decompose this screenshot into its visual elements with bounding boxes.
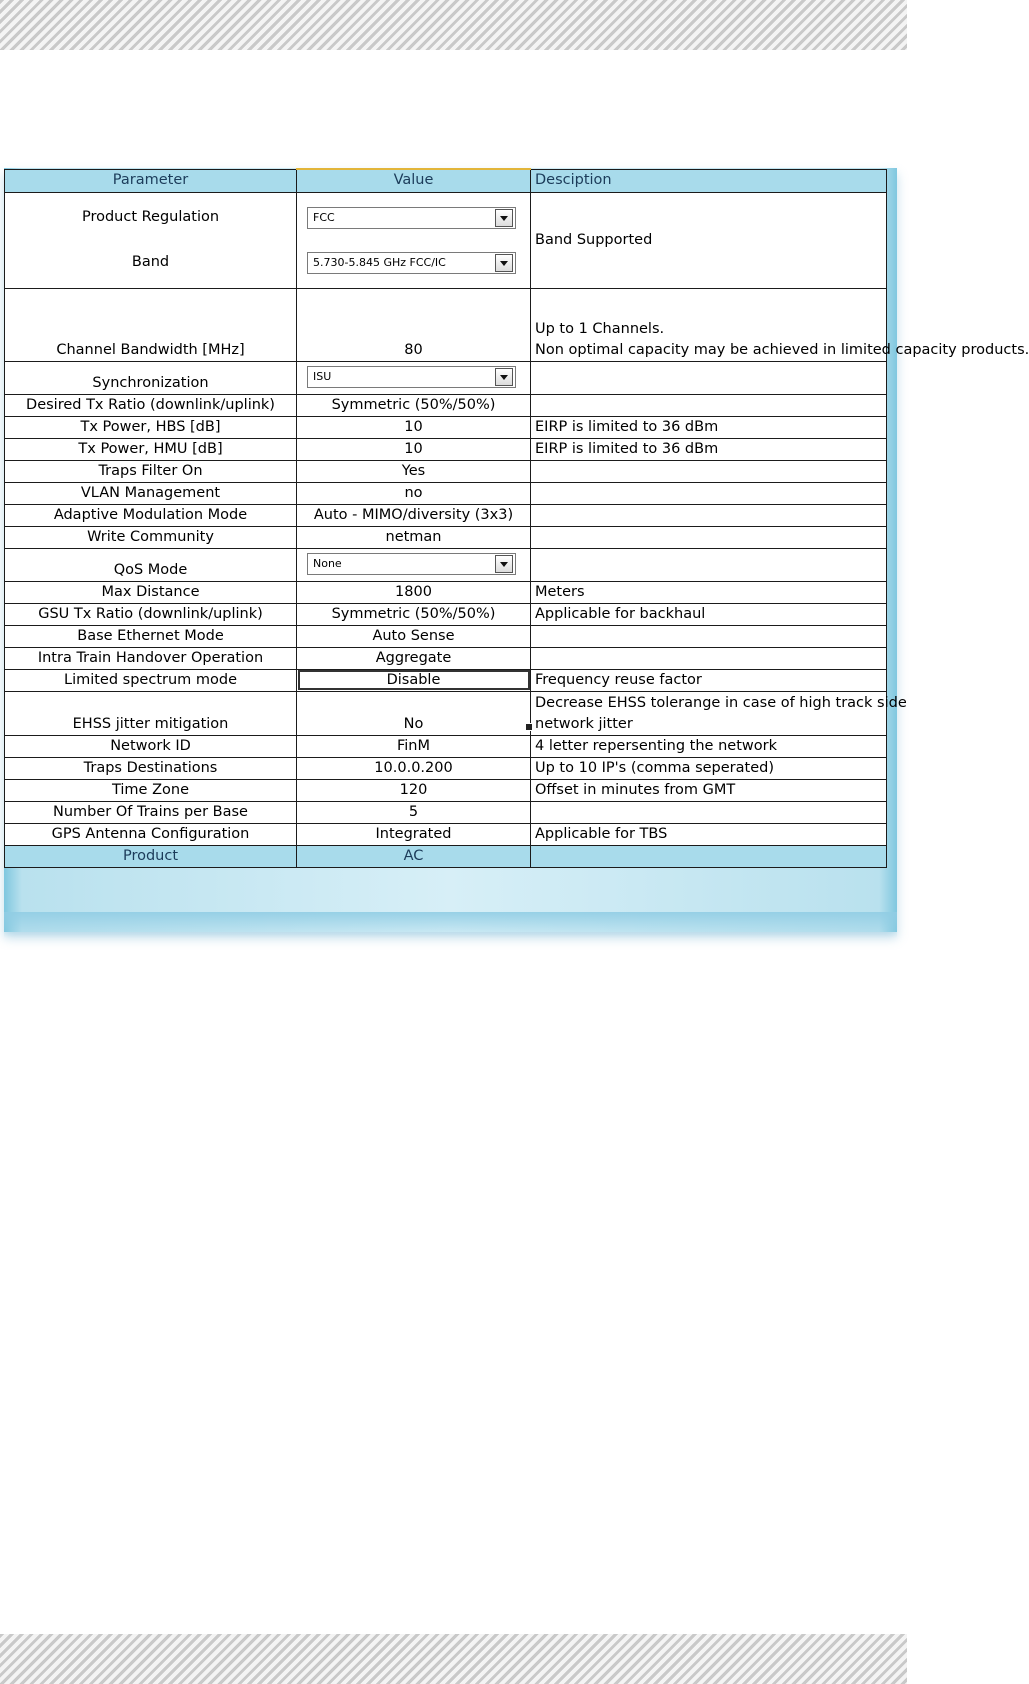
row-description: Applicable for backhaul — [531, 603, 887, 625]
chevron-down-icon[interactable] — [495, 368, 513, 386]
row-label: Write Community — [5, 526, 297, 548]
chevron-down-icon[interactable] — [495, 555, 513, 573]
row-value[interactable]: netman — [297, 526, 531, 548]
column-header-description: Desciption — [531, 169, 887, 192]
row-value[interactable]: Yes — [297, 460, 531, 482]
row-label: VLAN Management — [5, 482, 297, 504]
table-row — [5, 416, 887, 438]
spreadsheet-frame-glow — [4, 912, 897, 938]
column-header-parameter: Parameter — [5, 169, 297, 192]
table-row — [5, 779, 887, 801]
row-description: EIRP is limited to 36 dBm — [531, 438, 887, 460]
band-dropdown[interactable] — [307, 252, 516, 274]
product-label: Product — [5, 845, 297, 867]
ehss-jitter-label: EHSS jitter mitigation — [5, 691, 297, 735]
channel-bandwidth-label: Channel Bandwidth [MHz] — [5, 288, 297, 361]
qos-mode-description — [531, 548, 887, 581]
row-description — [531, 394, 887, 416]
qos-mode-cell — [297, 548, 531, 581]
table-row-ehss-jitter — [5, 691, 887, 735]
product-value[interactable]: AC — [297, 845, 531, 867]
qos-mode-selected: None — [313, 556, 342, 570]
regulation-band-values — [297, 192, 531, 288]
table-row-channel-bandwidth — [5, 288, 887, 361]
table-row — [5, 647, 887, 669]
row-value[interactable]: Symmetric (50%/50%) — [297, 394, 531, 416]
table-row — [5, 669, 887, 691]
row-label: Tx Power, HMU [dB] — [5, 438, 297, 460]
row-description: Up to 10 IP's (comma seperated) — [531, 757, 887, 779]
row-value[interactable]: Aggregate — [297, 647, 531, 669]
row-label: Traps Filter On — [5, 460, 297, 482]
table-row — [5, 603, 887, 625]
table-row — [5, 757, 887, 779]
table-row — [5, 438, 887, 460]
row-description — [531, 625, 887, 647]
channel-bandwidth-value[interactable]: 80 — [297, 288, 531, 361]
row-label: Limited spectrum mode — [5, 669, 297, 691]
row-label: Adaptive Modulation Mode — [5, 504, 297, 526]
synchronization-description — [531, 361, 887, 394]
table-header-row — [5, 169, 887, 192]
qos-mode-dropdown[interactable] — [307, 553, 516, 575]
table-row — [5, 460, 887, 482]
row-value[interactable]: 5 — [297, 801, 531, 823]
row-value[interactable]: FinM — [297, 735, 531, 757]
table-row — [5, 526, 887, 548]
row-value[interactable]: Symmetric (50%/50%) — [297, 603, 531, 625]
header-decoration-band — [0, 0, 907, 50]
row-value[interactable]: 120 — [297, 779, 531, 801]
table-row — [5, 504, 887, 526]
column-header-value: Value — [297, 169, 531, 192]
chevron-down-icon[interactable] — [495, 209, 513, 227]
row-label: Max Distance — [5, 581, 297, 603]
synchronization-selected: ISU — [313, 369, 332, 383]
table-row — [5, 735, 887, 757]
selected-cell-limited-spectrum[interactable]: Disable — [297, 669, 531, 691]
row-label: GSU Tx Ratio (downlink/uplink) — [5, 603, 297, 625]
row-value[interactable]: 1800 — [297, 581, 531, 603]
ehss-jitter-description-line2: network jitter — [535, 715, 633, 732]
row-description — [531, 504, 887, 526]
row-label: Network ID — [5, 735, 297, 757]
row-label: Desired Tx Ratio (downlink/uplink) — [5, 394, 297, 416]
row-description: Meters — [531, 581, 887, 603]
row-label: Tx Power, HBS [dB] — [5, 416, 297, 438]
row-description — [531, 460, 887, 482]
row-description: EIRP is limited to 36 dBm — [531, 416, 887, 438]
row-label: Number Of Trains per Base — [5, 801, 297, 823]
table-row — [5, 581, 887, 603]
ehss-jitter-description — [531, 691, 907, 735]
ehss-jitter-value[interactable]: No — [297, 691, 531, 735]
row-description — [531, 482, 887, 504]
channel-bandwidth-description-line2: Non optimal capacity may be achieved in limited capacity products. — [535, 341, 1029, 358]
table-footer-row — [5, 845, 887, 867]
row-value[interactable]: no — [297, 482, 531, 504]
row-description: Applicable for TBS — [531, 823, 887, 845]
qos-mode-label: QoS Mode — [5, 548, 297, 581]
row-value[interactable]: 10 — [297, 438, 531, 460]
synchronization-dropdown[interactable] — [307, 366, 516, 388]
product-regulation-dropdown[interactable] — [307, 207, 516, 229]
row-value[interactable]: Integrated — [297, 823, 531, 845]
table-row-synchronization — [5, 361, 887, 394]
channel-bandwidth-description-line1: Up to 1 Channels. — [535, 320, 665, 337]
product-regulation-label: Product Regulation — [81, 209, 220, 225]
table-row — [5, 482, 887, 504]
footer-decoration-band — [0, 1634, 907, 1684]
table-row — [5, 625, 887, 647]
synchronization-cell — [297, 361, 531, 394]
table-row-regulation-band — [5, 192, 887, 288]
table-row — [5, 801, 887, 823]
row-label: GPS Antenna Configuration — [5, 823, 297, 845]
band-selected: 5.730-5.845 GHz FCC/IC — [313, 255, 446, 269]
row-label: Intra Train Handover Operation — [5, 647, 297, 669]
table-row — [5, 823, 887, 845]
row-description — [531, 526, 887, 548]
chevron-down-icon[interactable] — [495, 254, 513, 272]
table-row-qos-mode — [5, 548, 887, 581]
row-description — [531, 647, 887, 669]
band-label: Band — [131, 254, 170, 270]
parameters-table — [4, 168, 1029, 868]
product-description — [531, 845, 887, 867]
channel-bandwidth-description — [531, 288, 1029, 361]
synchronization-label: Synchronization — [5, 361, 297, 394]
row-description: Frequency reuse factor — [531, 669, 887, 691]
ehss-jitter-description-line1: Decrease EHSS tolerange in case of high track side — [535, 694, 907, 711]
row-value[interactable]: 10.0.0.200 — [297, 757, 531, 779]
row-description — [531, 801, 887, 823]
row-description: Offset in minutes from GMT — [531, 779, 887, 801]
row-label: Time Zone — [5, 779, 297, 801]
row-value[interactable]: Auto Sense — [297, 625, 531, 647]
row-value[interactable]: 10 — [297, 416, 531, 438]
product-regulation-selected: FCC — [313, 210, 335, 224]
row-description: 4 letter repersenting the network — [531, 735, 887, 757]
regulation-band-labels — [5, 192, 297, 288]
band-description: Band Supported — [531, 192, 887, 288]
cell-fill-handle[interactable] — [525, 723, 533, 731]
row-label: Traps Destinations — [5, 757, 297, 779]
row-value[interactable]: Auto - MIMO/diversity (3x3) — [297, 504, 531, 526]
table-row — [5, 394, 887, 416]
row-label: Base Ethernet Mode — [5, 625, 297, 647]
